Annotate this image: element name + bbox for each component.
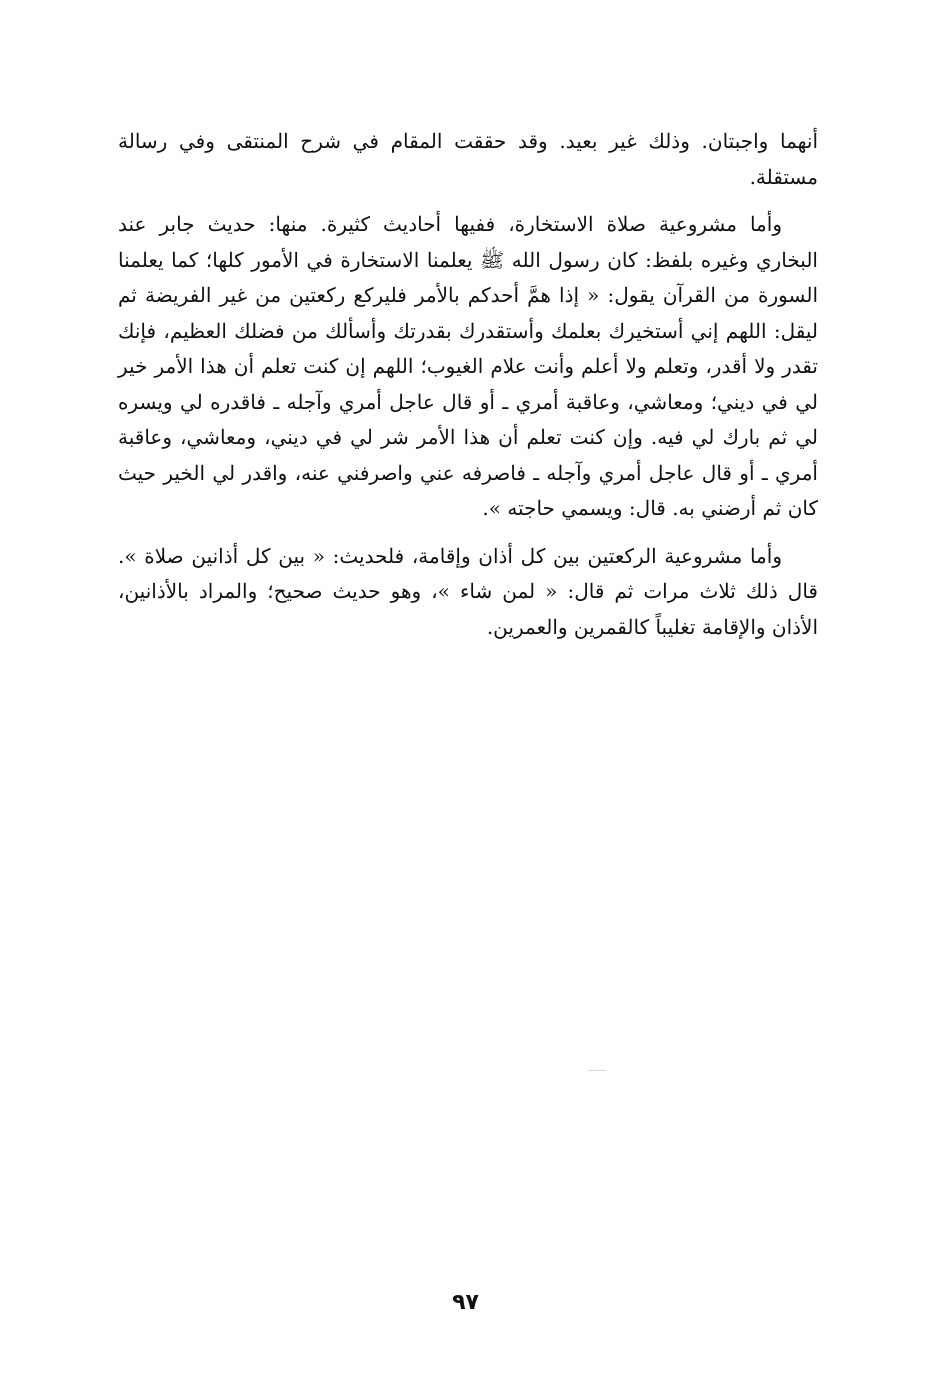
paragraph-continued: أنهما واجبتان. وذلك غير بعيد. وقد حققت المقام في شرح المنتقى وفي رسالة مستقلة. [118, 129, 818, 189]
body-text [118, 124, 818, 657]
paragraph-istikhara: وأما مشروعية صلاة الاستخارة، ففيها أحاديث كثيرة. منها: حديث جابر عند البخاري وغيره بلفظ: كان رسول الله ﷺ يعلمنا الاستخارة في الأمور كلها؛ كما يعلمنا السورة من القرآن يقول: « إذا همَّ أحدكم بالأمر فليركع ركعتين من غير الفريضة ثم ليقل: اللهم إني أستخيرك بعلمك وأستقدرك بقدرتك وأسألك من فضلك العظيم، فإنك تقدر ولا أقدر، وتعلم ولا أعلم وأنت علام الغيوب؛ اللهم إن كنت تعلم أن هذا الأمر خير لي في ديني؛ ومعاشي، وعاقبة أمري ـ أو قال عاجل أمري وآجله ـ فاقدره لي ويسره لي ثم بارك لي فيه. وإن كنت تعلم أن هذا الأمر شر لي في ديني، ومعاشي، وعاقبة أمري ـ أو قال عاجل أمري وآجله ـ فاصرفه عني واصرفني عنه، واقدر لي الخير حيث كان ثم أرضني به. قال: ويسمي حاجته ». [118, 212, 818, 520]
paragraph-two-rakahs: وأما مشروعية الركعتين بين كل أذان وإقامة، فلحديث: « بين كل أذانين صلاة ». قال ذلك ثلاث مرات ثم قال: « لمن شاء »، وهو حديث صحيح؛ والمراد بالأذانين، الأذان والإقامة تغليباً كالقمرين والعمرين. [118, 543, 818, 639]
scan-speck [588, 1070, 606, 1071]
page-number: ٩٧ [452, 1290, 479, 1315]
